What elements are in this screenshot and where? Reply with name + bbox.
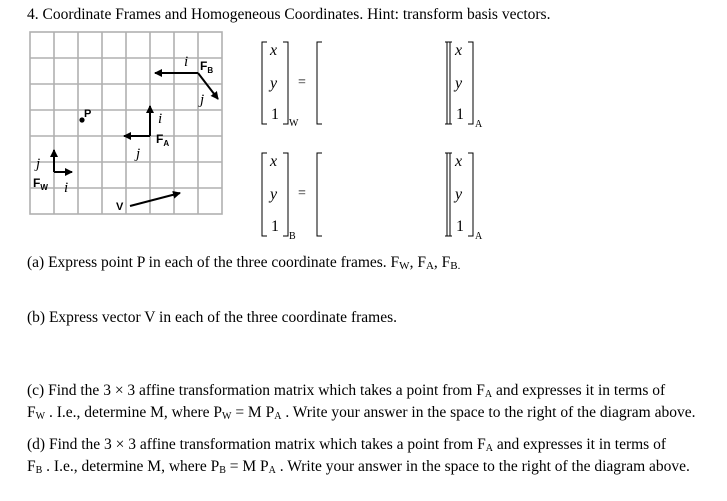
point-p-label: P (84, 108, 92, 120)
frame-w-j-label: j (36, 156, 41, 172)
row2-left-one: 1 (271, 218, 279, 235)
row2-left-y: y (270, 186, 278, 203)
part-d: (d) Find the 3 × 3 affine transformation matrix which takes a point from $F_A$ and expresses it in terms of $F_B$ . I.e., determine M, where $P_B = M$ $P_A$ . Write your answer in the space to the right of the diagram above. (27, 436, 690, 476)
frame-b-i-label: i (184, 54, 189, 70)
row2-right-y: y (455, 186, 463, 203)
frame-a-j-label: j (136, 146, 141, 162)
frame-w-label: $F_W$ (33, 176, 48, 192)
row1-equals: = (298, 75, 306, 90)
frame-a-label: $F_A$ (156, 132, 170, 148)
frame-b-label: $F_B$ (200, 59, 214, 75)
row1-right-sub: A (475, 119, 483, 130)
matrix-row-1 (262, 42, 473, 124)
row1-right-y: y (455, 75, 463, 92)
row2-right-sub: A (475, 231, 483, 242)
row2-equals: = (298, 186, 306, 201)
row1-right-x: x (455, 42, 463, 59)
vector-v-label: V (116, 201, 124, 213)
frame-b-j-label: j (200, 92, 205, 108)
row1-left-x: x (270, 42, 278, 59)
part-b: (b) Express vector V in each of the three coordinate frames. (27, 309, 397, 326)
row2-left-x: x (270, 153, 278, 170)
row1-right-one: 1 (456, 106, 464, 123)
part-a: (a) Express point P in each of the three coordinate frames. $F_W$, $F_A$, $F_{B.}$ (27, 254, 461, 272)
row1-left-sub: W (289, 118, 299, 129)
row1-left-one: 1 (271, 106, 279, 123)
part-c: (c) Find the 3 × 3 affine transformation matrix which takes a point from $F_A$ and expresses it in terms of $F_W$ . I.e., determine M, where $P_W = M$ $P_A$ . Write your answer in the space to the right of the diagram above. (27, 382, 696, 422)
question-title: 4. Coordinate Frames and Homogeneous Coordinates. Hint: transform basis vectors. (27, 6, 551, 23)
matrix-row-2 (262, 153, 473, 236)
grid (30, 32, 222, 214)
frame-a-i-label: i (158, 111, 163, 127)
row1-left-y: y (270, 75, 278, 92)
row2-left-sub: B (289, 231, 296, 242)
row2-right-one: 1 (456, 218, 464, 235)
frame-w-i-label: i (64, 180, 69, 196)
row2-right-x: x (455, 153, 463, 170)
